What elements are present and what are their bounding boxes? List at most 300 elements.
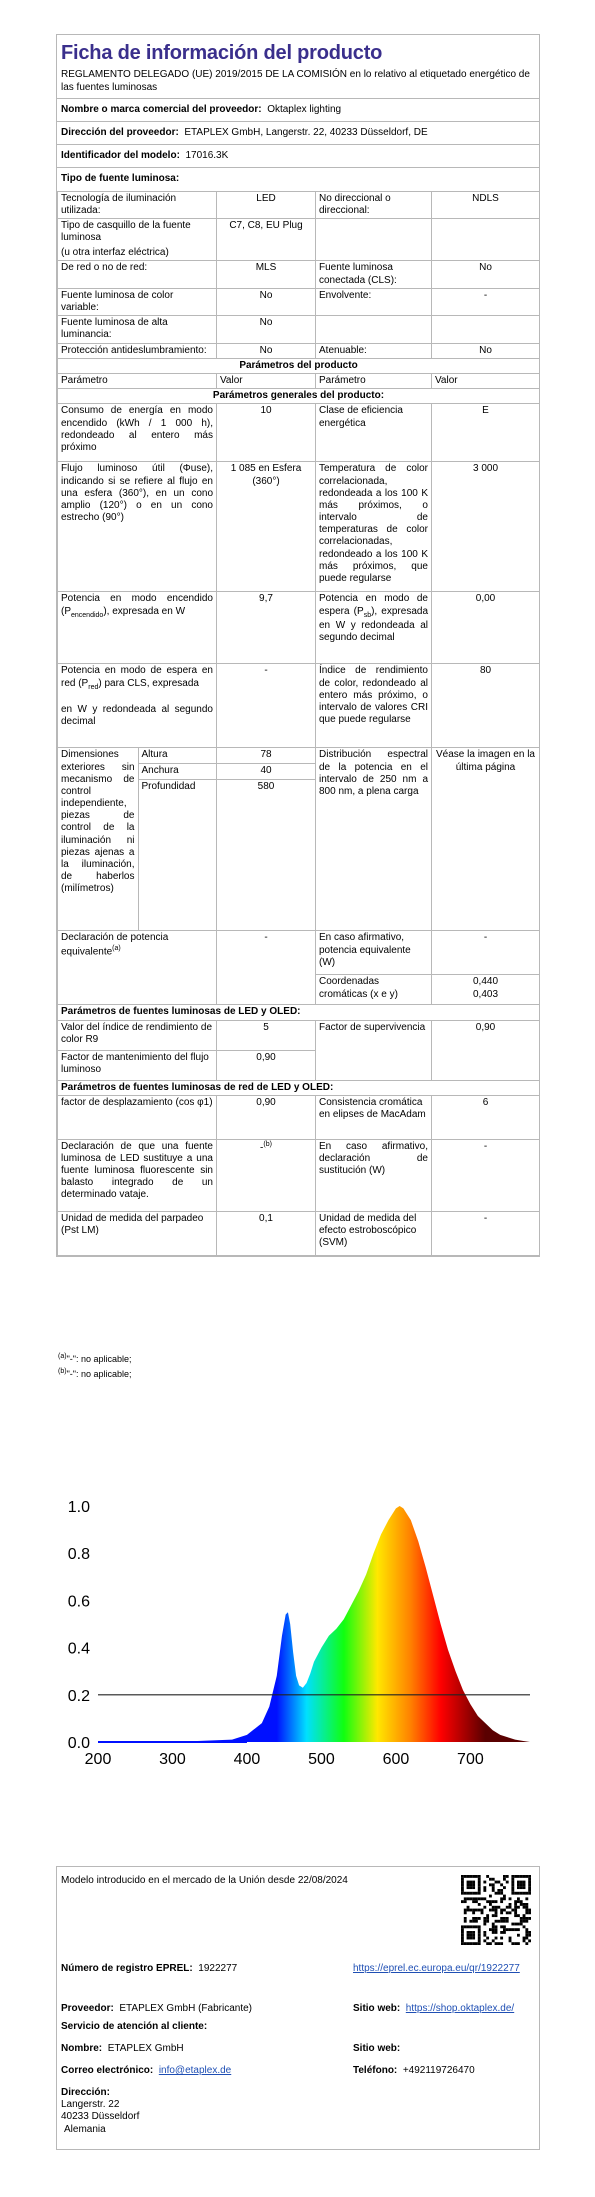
cell-value: 80 [432, 664, 540, 748]
cell-value: E [432, 404, 540, 462]
cell-label [58, 592, 217, 664]
qr-module [514, 1903, 517, 1906]
eprel-label: Número de registro EPREL: [61, 1963, 193, 1974]
qr-module [472, 1917, 475, 1920]
qr-module [464, 1925, 467, 1928]
ledmains-header: Parámetros de fuentes luminosas de red de LED y OLED: [58, 1080, 540, 1095]
qr-module [506, 1920, 509, 1923]
qr-module [478, 1931, 481, 1934]
label-part: Potencia en modo encendido (P [61, 593, 213, 617]
spectral-distribution-chart [40, 1480, 540, 1780]
table-row [58, 261, 540, 288]
cell-value: No [217, 343, 316, 358]
qr-module [500, 1883, 503, 1886]
qr-module [492, 1886, 495, 1889]
qr-module [472, 1909, 475, 1912]
qr-module [472, 1900, 475, 1903]
table-row [58, 288, 540, 315]
qr-module [500, 1920, 503, 1923]
qr-module [495, 1881, 498, 1884]
qr-module [511, 1889, 514, 1892]
name-value: ETAPLEX GmbH [107, 2043, 184, 2054]
cell-label-line: Tipo de casquillo de la fuente luminosa [61, 219, 191, 244]
cell-label: Altura [138, 748, 216, 764]
website2-row [353, 2043, 400, 2055]
qr-module [464, 1920, 467, 1923]
qr-module [500, 1889, 503, 1892]
qr-module [469, 1909, 472, 1912]
eprel-row [61, 1963, 237, 1975]
qr-module [486, 1875, 489, 1878]
qr-module [511, 1928, 514, 1931]
dimensions-subtable [58, 748, 216, 930]
label-sub: encendido [71, 611, 104, 619]
cell-label: Valor del índice de rendimiento de color R9 [58, 1020, 217, 1050]
qr-module [467, 1883, 470, 1886]
qr-module [489, 1895, 492, 1898]
qr-module [509, 1937, 512, 1940]
qr-module [492, 1906, 495, 1909]
qr-module [520, 1923, 523, 1926]
cell-value [432, 975, 540, 1005]
qr-module [503, 1928, 506, 1931]
qr-module [472, 1920, 475, 1923]
cell-value: C7, C8, EU Plug [217, 218, 316, 261]
qr-module [523, 1939, 526, 1942]
qr-module [503, 1895, 506, 1898]
table-row [58, 462, 540, 592]
table-row [58, 191, 540, 218]
table-row [58, 343, 540, 358]
cell-label: Clase de eficiencia energética [316, 404, 432, 462]
qr-module [503, 1878, 506, 1881]
cell-label [58, 931, 217, 1005]
qr-module [472, 1942, 475, 1945]
qr-module [467, 1897, 470, 1900]
qr-module [500, 1900, 503, 1903]
qr-module [475, 1892, 478, 1895]
cell-label: Fuente luminosa de color variable: [58, 288, 217, 315]
qr-module [523, 1917, 526, 1920]
params-header: Parámetros del producto [58, 358, 540, 373]
y-tick-label: 0.8 [67, 1546, 90, 1564]
x-tick-label: 200 [84, 1751, 112, 1768]
cell-label: Distribución espectral de la potencia en el intervalo de 250 nm a 800 nm, a plena carga [316, 748, 432, 931]
qr-module [464, 1909, 467, 1912]
qr-module [495, 1928, 498, 1931]
qr-module [483, 1886, 486, 1889]
table-row [58, 1080, 540, 1095]
qr-module [503, 1931, 506, 1934]
cell-value: 1 085 en Esfera (360°) [217, 462, 316, 592]
table-row [58, 1095, 540, 1139]
qr-module [495, 1925, 498, 1928]
qr-module [461, 1878, 464, 1881]
table-row [217, 764, 315, 780]
qr-module [467, 1875, 470, 1878]
qr-module [525, 1920, 528, 1923]
qr-module [503, 1917, 506, 1920]
qr-module [520, 1883, 523, 1886]
qr-module [469, 1886, 472, 1889]
qr-module [523, 1914, 526, 1917]
qr-module [500, 1909, 503, 1912]
qr-module [525, 1937, 528, 1940]
cell-value: No [217, 288, 316, 315]
qr-module [492, 1928, 495, 1931]
qr-module [495, 1911, 498, 1914]
qr-module [514, 1928, 517, 1931]
cell-value: 40 [217, 764, 315, 780]
qr-module [469, 1883, 472, 1886]
cell-label: Coordenadas cromáticas (x e y) [316, 975, 432, 1005]
qr-module [528, 1909, 531, 1912]
qr-module [528, 1931, 531, 1934]
qr-module [464, 1942, 467, 1945]
cell-label: Protección antideslumbramiento: [58, 343, 217, 358]
service-label-text: Servicio de atención al cliente: [61, 2021, 208, 2032]
table-row [58, 218, 540, 261]
qr-module [514, 1923, 517, 1926]
qr-module [472, 1934, 475, 1937]
qr-module [500, 1892, 503, 1895]
qr-module [525, 1909, 528, 1912]
dimensions-cell [58, 748, 217, 931]
qr-module [500, 1937, 503, 1940]
qr-module [478, 1917, 481, 1920]
qr-module [475, 1920, 478, 1923]
qr-module [489, 1903, 492, 1906]
qr-module [469, 1934, 472, 1937]
qr-module [517, 1906, 520, 1909]
label-part: Declaración de potencia equivalente [61, 932, 169, 957]
qr-module [525, 1917, 528, 1920]
label-sub: red [88, 683, 99, 691]
qr-module [475, 1942, 478, 1945]
footer-box [56, 1866, 540, 2150]
cell-label: Factor de mantenimiento del flujo luminoso [58, 1050, 217, 1080]
qr-module [481, 1897, 484, 1900]
qr-module [514, 1942, 517, 1945]
cell-value: 0,90 [217, 1050, 316, 1080]
qr-module [528, 1878, 531, 1881]
qr-module [469, 1881, 472, 1884]
eprel-link[interactable]: https://eprel.ec.europa.eu/qr/1922277 [353, 1963, 520, 1974]
chroma-y: 0,403 [472, 988, 499, 1000]
name-label: Nombre: [61, 2043, 103, 2054]
table-row [58, 358, 540, 373]
qr-module [528, 1934, 531, 1937]
qr-module [517, 1942, 520, 1945]
cell-label: Envolvente: [316, 288, 432, 315]
address-line: 40233 Düsseldorf [61, 2111, 140, 2123]
qr-module [517, 1883, 520, 1886]
qr-module [495, 1942, 498, 1945]
qr-module [528, 1889, 531, 1892]
model-id-value: 17016.3K [185, 150, 229, 162]
qr-module [467, 1931, 470, 1934]
website-link[interactable]: https://shop.oktaplex.de/ [405, 2003, 515, 2014]
qr-module [523, 1937, 526, 1940]
cell-value: - [217, 664, 316, 748]
qr-module [461, 1886, 464, 1889]
qr-module [464, 1900, 467, 1903]
cell-value: 78 [217, 748, 315, 764]
qr-module [511, 1942, 514, 1945]
qr-module [478, 1875, 481, 1878]
qr-module [478, 1889, 481, 1892]
supplier-label: Proveedor: [61, 2003, 114, 2014]
qr-module [523, 1883, 526, 1886]
qr-module [495, 1920, 498, 1923]
cell-label-line: (u otra interfaz eléctrica) [61, 247, 169, 259]
qr-module [483, 1934, 486, 1937]
table-row [58, 316, 540, 343]
qr-module [497, 1942, 500, 1945]
qr-module [514, 1892, 517, 1895]
label-part: ), expresada en W y redondeada al segundo decimal [319, 605, 428, 644]
qr-module [461, 1942, 464, 1945]
qr-module [509, 1897, 512, 1900]
table-row [217, 780, 315, 931]
qr-module [461, 1892, 464, 1895]
cell-label: En caso afirmativo, potencia equivalente (W) [316, 931, 432, 975]
dimensions-values [217, 748, 315, 930]
qr-module [492, 1889, 495, 1892]
qr-module [467, 1906, 470, 1909]
qr-module [492, 1931, 495, 1934]
qr-module [525, 1892, 528, 1895]
page-title: Ficha de información del producto [61, 42, 383, 64]
qr-module [500, 1917, 503, 1920]
qr-module [525, 1934, 528, 1937]
cell-label: Temperatura de color correlacionada, redondeada a los 100 K más próximos, o intervalo de temperaturas de color correlacionadas, redondeado a los 100 K más próximos, que puede regularse [316, 462, 432, 592]
qr-module [478, 1897, 481, 1900]
qr-module [483, 1906, 486, 1909]
qr-module [461, 1931, 464, 1934]
qr-module [517, 1928, 520, 1931]
qr-module [497, 1906, 500, 1909]
qr-module [461, 1928, 464, 1931]
cell-label: Flujo luminoso útil (Φuse), indicando si se refiere al flujo en una esfera (360°), en un cono amplio (120°) o en un cono estrecho (90°) [58, 462, 217, 592]
cell-value: 6 [432, 1095, 540, 1139]
qr-module [478, 1878, 481, 1881]
qr-module [467, 1892, 470, 1895]
qr-module [492, 1878, 495, 1881]
website2-label: Sitio web: [353, 2043, 401, 2054]
qr-module [514, 1875, 517, 1878]
qr-module [486, 1917, 489, 1920]
source-type-header: Tipo de fuente luminosa: [61, 173, 180, 185]
qr-module [483, 1931, 486, 1934]
x-tick-label: 600 [382, 1751, 410, 1768]
qr-module [475, 1917, 478, 1920]
table-row [58, 931, 540, 975]
cell-label: factor de desplazamiento (cos φ1) [58, 1095, 217, 1139]
qr-module [503, 1886, 506, 1889]
qr-module [528, 1939, 531, 1942]
cell-label: Factor de supervivencia [316, 1020, 432, 1080]
qr-module [478, 1928, 481, 1931]
cell-label [58, 218, 217, 261]
qr-module [489, 1928, 492, 1931]
qr-module [472, 1897, 475, 1900]
qr-module [528, 1886, 531, 1889]
qr-module [517, 1900, 520, 1903]
qr-module [478, 1934, 481, 1937]
cell-label [58, 664, 217, 748]
table-row [58, 1139, 540, 1211]
qr-module [520, 1892, 523, 1895]
qr-module [495, 1914, 498, 1917]
qr-module [525, 1928, 528, 1931]
footnote-text: : no aplicable; [75, 1368, 132, 1379]
y-tick-label: 0.0 [67, 1735, 90, 1752]
table-row [58, 664, 540, 748]
qr-module [517, 1914, 520, 1917]
qr-module [509, 1911, 512, 1914]
qr-module [503, 1875, 506, 1878]
value-sup: (b) [263, 1140, 272, 1148]
qr-module [517, 1886, 520, 1889]
column-header: Valor [432, 373, 540, 388]
regulation-text: REGLAMENTO DELEGADO (UE) 2019/2015 DE LA COMISIÓN en lo relativo al etiquetado energético de las fuentes luminosas [57, 67, 539, 98]
qr-module [469, 1942, 472, 1945]
qr-module [483, 1897, 486, 1900]
qr-module [467, 1886, 470, 1889]
supplier-name-value: Oktaplex lighting [267, 103, 342, 115]
supplier-row [61, 2003, 252, 2015]
qr-module [511, 1875, 514, 1878]
qr-module [464, 1892, 467, 1895]
footnote [58, 1367, 132, 1382]
qr-module [492, 1900, 495, 1903]
qr-module [497, 1889, 500, 1892]
qr-module [461, 1934, 464, 1937]
cell-label: En caso afirmativo, declaración de sustitución (W) [316, 1139, 432, 1211]
cell-value [432, 316, 540, 343]
qr-module [489, 1909, 492, 1912]
qr-module [483, 1923, 486, 1926]
address-line: Langerstr. 22 [61, 2099, 120, 2111]
qr-module [469, 1892, 472, 1895]
qr-module [483, 1917, 486, 1920]
qr-module [472, 1875, 475, 1878]
qr-module [472, 1883, 475, 1886]
qr-module [509, 1903, 512, 1906]
qr-module [486, 1914, 489, 1917]
qr-module [461, 1875, 464, 1878]
dimensions-values-cell [217, 748, 316, 931]
cell-label: Índice de rendimiento de color, redondeado al entero más próximo, o intervalo de valores CRI que puede regularse [316, 664, 432, 748]
qr-module [523, 1886, 526, 1889]
table-row [58, 1005, 540, 1020]
qr-module [461, 1889, 464, 1892]
qr-module [467, 1934, 470, 1937]
table-row [58, 748, 540, 931]
qr-module [492, 1925, 495, 1928]
qr-module [506, 1928, 509, 1931]
qr-module [475, 1875, 478, 1878]
qr-module [478, 1939, 481, 1942]
table-row [58, 373, 540, 388]
qr-module [483, 1889, 486, 1892]
qr-module [492, 1939, 495, 1942]
qr-module [525, 1942, 528, 1945]
qr-module [511, 1892, 514, 1895]
y-tick-label: 0.4 [67, 1640, 90, 1658]
qr-module [523, 1906, 526, 1909]
qr-module [511, 1886, 514, 1889]
cell-value: Véase la imagen en la última página [432, 748, 540, 931]
qr-module [520, 1903, 523, 1906]
phone-value: +492119726470 [402, 2065, 475, 2076]
qr-module [520, 1875, 523, 1878]
qr-module [528, 1892, 531, 1895]
qr-module [528, 1875, 531, 1878]
led-header: Parámetros de fuentes luminosas de LED y OLED: [58, 1005, 540, 1020]
qr-module [478, 1909, 481, 1912]
qr-module [472, 1925, 475, 1928]
qr-module [478, 1886, 481, 1889]
website-label: Sitio web: [353, 2003, 401, 2014]
qr-module [483, 1939, 486, 1942]
email-label: Correo electrónico: [61, 2065, 154, 2076]
qr-module [523, 1925, 526, 1928]
market-date: Modelo introducido en el mercado de la Unión desde 22/08/2024 [61, 1875, 348, 1886]
qr-module [497, 1881, 500, 1884]
footnotes [58, 1352, 132, 1381]
cell-value: No [217, 316, 316, 343]
qr-module [492, 1914, 495, 1917]
qr-module [478, 1942, 481, 1945]
qr-module [520, 1917, 523, 1920]
cell-value: 0,00 [432, 592, 540, 664]
qr-module [503, 1925, 506, 1928]
qr-module [469, 1920, 472, 1923]
qr-module [461, 1925, 464, 1928]
qr-module [478, 1892, 481, 1895]
qr-module [478, 1881, 481, 1884]
cell-value: - [432, 931, 540, 975]
cell-value: 580 [257, 781, 275, 793]
model-id-label: Identificador del modelo: [61, 150, 180, 162]
cell-value [217, 1139, 316, 1211]
table-row [58, 748, 216, 764]
qr-module [525, 1897, 528, 1900]
cell-label: Consumo de energía en modo encendido (kWh / 1 000 h), redondeado al entero más próximo [58, 404, 217, 462]
x-tick-label: 700 [457, 1751, 484, 1768]
qr-module [500, 1931, 503, 1934]
eprel-value: 1922277 [198, 1963, 238, 1974]
qr-module [486, 1920, 489, 1923]
email-row [61, 2065, 231, 2077]
service-label [61, 2021, 207, 2033]
qr-module [506, 1906, 509, 1909]
qr-module [497, 1920, 500, 1923]
qr-module [469, 1925, 472, 1928]
table-row [58, 1211, 540, 1255]
cell-label: No direccional o direccional: [316, 191, 432, 218]
cell-value: 5 [217, 1020, 316, 1050]
qr-module [469, 1931, 472, 1934]
qr-module [525, 1875, 528, 1878]
email-link[interactable]: info@etaplex.de [158, 2065, 232, 2076]
qr-module [511, 1909, 514, 1912]
qr-module [464, 1911, 467, 1914]
qr-module [525, 1911, 528, 1914]
qr-module [467, 1942, 470, 1945]
